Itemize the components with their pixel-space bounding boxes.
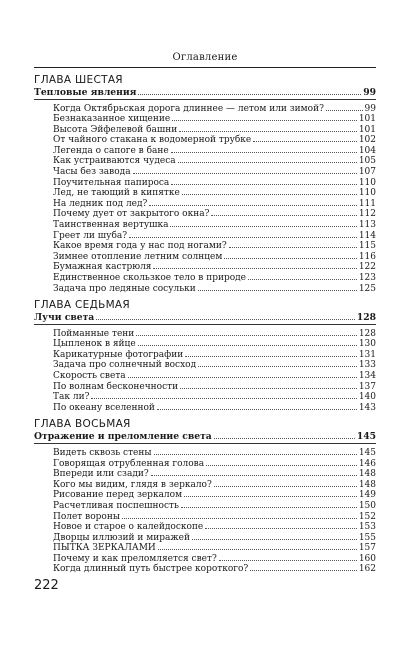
entry-title: Поучительная папироса — [53, 177, 170, 188]
dot-leader — [171, 177, 357, 185]
dot-leader — [248, 272, 357, 280]
entry-page: 102 — [358, 135, 376, 146]
toc-entry[interactable] — [34, 500, 376, 511]
entry-title: Задача про солнечный восход — [53, 360, 197, 371]
dot-leader — [206, 458, 357, 466]
dot-leader — [184, 489, 357, 497]
dot-leader — [129, 230, 357, 238]
entry-page: 130 — [358, 339, 376, 350]
toc-entry[interactable] — [34, 177, 376, 188]
dot-leader — [170, 219, 356, 227]
entry-page: 150 — [358, 500, 376, 511]
entry-page: 99 — [364, 103, 376, 114]
chapter-title: ГЛАВА СЕДЬМАЯ — [34, 299, 131, 312]
entry-page: 110 — [358, 177, 376, 188]
entry-page: 149 — [358, 490, 376, 501]
toc-entry[interactable] — [34, 447, 376, 458]
toc-entry[interactable] — [34, 240, 376, 251]
dot-leader — [136, 328, 357, 336]
dot-leader — [149, 198, 356, 206]
dot-leader — [138, 338, 357, 346]
entry-title: Впереди или сзади? — [53, 469, 149, 480]
entry-page: 128 — [356, 312, 376, 324]
entry-title: Лучи света — [34, 312, 95, 324]
dot-leader — [198, 359, 357, 367]
toc-entry[interactable] — [34, 283, 376, 294]
entry-title: Безнаказанное хищение — [53, 114, 171, 125]
dot-leader — [219, 553, 357, 561]
entry-title: Почему дует от закрытого окна? — [53, 209, 210, 220]
entry-title: Кого мы видим, глядя в зеркало? — [53, 479, 212, 490]
entry-page: 137 — [358, 381, 376, 392]
dot-leader — [96, 312, 355, 320]
toc-entry[interactable] — [34, 553, 376, 564]
entry-page: 101 — [358, 124, 376, 135]
toc-entry[interactable] — [34, 208, 376, 219]
dot-leader — [192, 532, 357, 540]
entry-title: Карикатурные фотографии — [53, 349, 184, 360]
entry-page: 145 — [356, 431, 376, 443]
entry-page: 113 — [358, 220, 376, 231]
dot-leader — [250, 563, 357, 571]
entry-page: 140 — [358, 392, 376, 403]
entry-title: ПЫТКА ЗЕРКАЛАМИ — [53, 543, 156, 554]
chapter-block — [34, 74, 376, 293]
dot-leader — [214, 479, 357, 487]
entry-title: Таинственная вертушка — [53, 220, 169, 231]
entry-page: 148 — [358, 479, 376, 490]
entry-page: 162 — [358, 564, 376, 575]
dot-leader — [154, 447, 357, 455]
dot-leader — [224, 251, 356, 259]
header-rule — [34, 67, 376, 68]
dot-leader — [198, 283, 357, 291]
toc-entry[interactable] — [34, 272, 376, 283]
toc-entry[interactable] — [34, 103, 376, 114]
toc-entry[interactable] — [34, 338, 376, 349]
dot-leader — [122, 511, 357, 519]
toc-entry[interactable] — [34, 468, 376, 479]
entry-page: 101 — [358, 114, 376, 125]
entry-title: Часы без завода — [53, 167, 131, 178]
dot-leader — [151, 468, 357, 476]
dot-leader — [211, 208, 356, 216]
entry-page: 148 — [358, 469, 376, 480]
entry-title: Задача про ледяные сосульки — [53, 283, 196, 294]
entry-page: 143 — [358, 402, 376, 413]
entry-title: Дворцы иллюзий и миражей — [53, 532, 190, 543]
section-entry[interactable] — [34, 312, 376, 325]
entry-page: 111 — [358, 198, 376, 209]
dot-leader — [128, 370, 357, 378]
toc-entry[interactable] — [34, 134, 376, 145]
running-header: Оглавление — [172, 52, 238, 63]
entry-title: Бумажная кастрюля — [53, 262, 152, 273]
toc-entry[interactable] — [34, 349, 376, 360]
entry-page: 115 — [358, 241, 376, 252]
dot-leader — [179, 124, 357, 132]
entry-page: 122 — [358, 262, 376, 273]
entry-page: 125 — [358, 283, 376, 294]
entry-title: Расчетливая поспешность — [53, 500, 179, 511]
toc-entry[interactable] — [34, 563, 376, 574]
dot-leader — [133, 166, 357, 174]
dot-leader — [153, 261, 356, 269]
toc-entry[interactable] — [34, 370, 376, 381]
toc-entry[interactable] — [34, 166, 376, 177]
dot-leader — [214, 431, 355, 439]
dot-leader — [253, 134, 357, 142]
toc-entry[interactable] — [34, 261, 376, 272]
toc-entry[interactable] — [34, 219, 376, 230]
dot-leader — [180, 381, 357, 389]
toc-entry[interactable] — [34, 198, 376, 209]
entry-title: Видеть сквозь стены — [53, 447, 152, 458]
entry-page: 123 — [358, 273, 376, 283]
toc-entry[interactable] — [34, 479, 376, 490]
section-entry[interactable] — [34, 431, 376, 444]
chapter-title: ГЛАВА ШЕСТАЯ — [34, 74, 123, 86]
entry-title: Какое время года у нас под ногами? — [53, 241, 227, 252]
entry-page: 99 — [363, 87, 376, 98]
dot-leader — [178, 155, 357, 163]
dot-leader — [138, 87, 361, 95]
toc-entry[interactable] — [34, 328, 376, 339]
entry-page: 105 — [358, 156, 376, 167]
entry-page: 152 — [358, 511, 376, 522]
dot-leader — [91, 391, 356, 399]
entry-title: Пойманные тени — [53, 328, 135, 339]
entry-title: Зимнее отопление летним солнцем — [53, 251, 223, 262]
toc-entry[interactable] — [34, 124, 376, 135]
entry-title: На ледник под лед? — [53, 198, 148, 209]
dot-leader — [185, 349, 357, 357]
entry-page: 116 — [358, 251, 376, 262]
entry-title: Полет вороны — [53, 511, 120, 522]
entry-title: Так ли? — [53, 392, 90, 403]
entry-title: По волнам бесконечности — [53, 381, 179, 392]
dot-leader — [181, 500, 357, 508]
toc-entry[interactable] — [34, 458, 376, 469]
toc-entry[interactable] — [34, 381, 376, 392]
toc-entry[interactable] — [34, 145, 376, 156]
entry-page: 153 — [358, 522, 376, 533]
toc-entry[interactable] — [34, 155, 376, 166]
section-entry[interactable] — [34, 87, 376, 100]
toc-entry[interactable] — [34, 391, 376, 402]
dot-leader — [205, 521, 357, 529]
toc-entry[interactable] — [34, 511, 376, 522]
toc-entry[interactable] — [34, 359, 376, 370]
entry-title: Легенда о сапоге в бане — [53, 145, 169, 156]
entry-title: Говорящая отрубленная голова — [53, 458, 205, 469]
entry-title: Цыпленок в яйце — [53, 339, 136, 350]
dot-leader — [326, 103, 363, 111]
chapter-block — [34, 418, 376, 574]
entry-page: 131 — [358, 349, 376, 360]
toc-entry[interactable] — [34, 532, 376, 543]
table-of-contents — [34, 74, 376, 574]
entry-title: От чайного стакана к водомерной трубке — [53, 135, 252, 146]
entry-page: 155 — [358, 532, 376, 543]
entry-title: По океану вселенной — [53, 402, 155, 413]
entry-title: Когда Октябрьская дорога длиннее — летом или зимой? — [53, 103, 324, 114]
dot-leader — [157, 402, 357, 410]
entry-page: 107 — [358, 167, 376, 178]
dot-leader — [158, 542, 357, 550]
toc-entry[interactable] — [34, 521, 376, 532]
entry-title: Почему и как преломляется свет? — [53, 553, 217, 564]
entry-title: Скорость света — [53, 371, 126, 382]
entry-title: Высота Эйфелевой башни — [53, 124, 178, 135]
entry-page: 104 — [358, 145, 376, 156]
entry-page: 145 — [358, 447, 376, 458]
entry-page: 133 — [358, 360, 376, 371]
toc-entry[interactable] — [34, 402, 376, 413]
entry-page: 110 — [358, 188, 376, 199]
toc-entry[interactable] — [34, 113, 376, 124]
chapter-block — [34, 299, 376, 412]
entry-page: 157 — [358, 543, 376, 554]
entry-page: 114 — [358, 230, 376, 241]
page-number: 222 — [34, 578, 59, 593]
toc-entry[interactable] — [34, 230, 376, 241]
entry-page: 128 — [358, 328, 376, 339]
entry-title: Тепловые явления — [34, 87, 137, 98]
entry-page: 134 — [358, 371, 376, 382]
entry-title: Отражение и преломление света — [34, 431, 212, 443]
dot-leader — [172, 113, 357, 121]
toc-entry[interactable] — [34, 187, 376, 198]
entry-title: Лед, не тающий в кипятке — [53, 188, 180, 199]
entry-title: Единственное скользкое тело в природе — [53, 273, 246, 283]
entry-title: Когда длинный путь быстрее короткого? — [53, 564, 249, 575]
entry-page: 112 — [358, 209, 376, 220]
entry-page: 160 — [358, 553, 376, 564]
entry-title: Новое и старое о калейдоскопе — [53, 522, 204, 533]
toc-entry[interactable] — [34, 542, 376, 553]
entry-title: Греет ли шуба? — [53, 230, 128, 241]
toc-entry[interactable] — [34, 489, 376, 500]
toc-entry[interactable] — [34, 251, 376, 262]
dot-leader — [182, 187, 357, 195]
dot-leader — [171, 145, 357, 153]
entry-title: Как устраиваются чудеса — [53, 156, 176, 167]
entry-page: 146 — [358, 458, 376, 469]
entry-title: Рисование перед зеркалом — [53, 490, 183, 501]
chapter-title: ГЛАВА ВОСЬМАЯ — [34, 418, 131, 431]
dot-leader — [229, 240, 357, 248]
